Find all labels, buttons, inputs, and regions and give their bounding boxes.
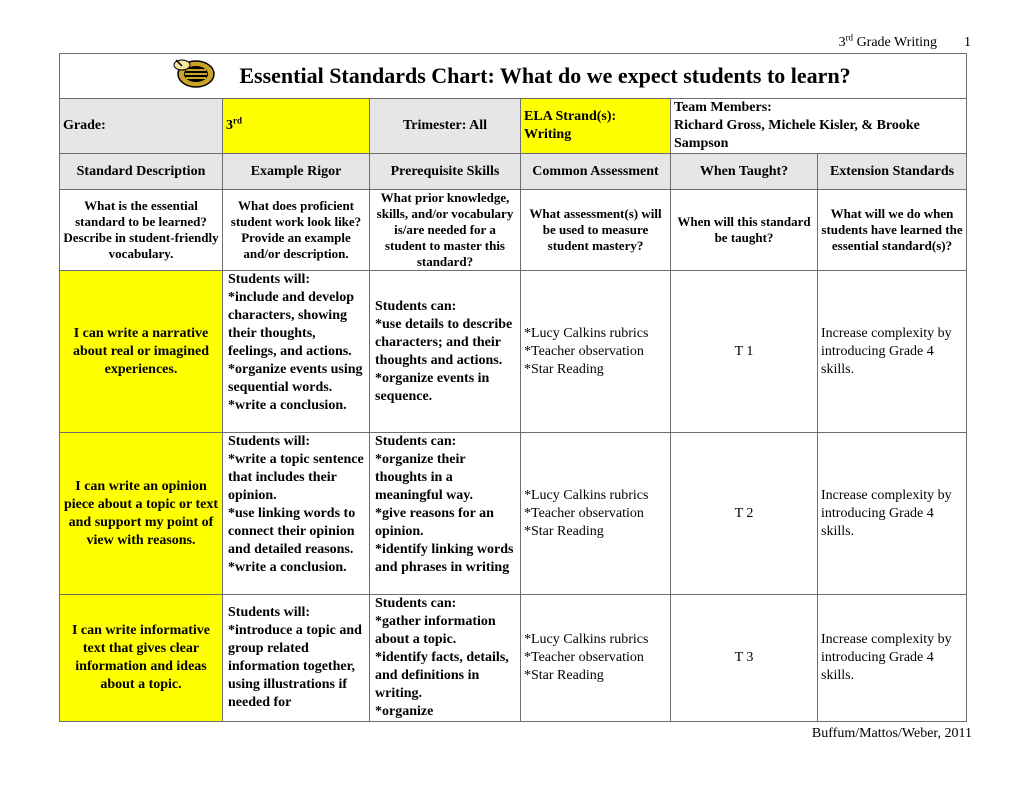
column-description: What is the essential standard to be learned? Describe in student-friendly vocabulary. xyxy=(60,190,223,271)
table-row xyxy=(60,271,967,433)
assessment-cell: *Lucy Calkins rubrics *Teacher observation *Star Reading xyxy=(521,271,671,433)
column-description: What assessment(s) will be used to measure student mastery? xyxy=(521,190,671,271)
page-header xyxy=(0,33,1024,53)
rigor-cell: Students will: *introduce a topic and group related information together, using illustrations if needed for xyxy=(223,595,370,722)
column-description: When will this standard be taught? xyxy=(671,190,818,271)
column-header: Example Rigor xyxy=(223,154,370,190)
column-header: When Taught? xyxy=(671,154,818,190)
table-row xyxy=(60,595,967,722)
bee-mascot-icon xyxy=(172,56,216,90)
ela-strand: ELA Strand(s): Writing xyxy=(521,99,671,154)
grade-value: 3rd xyxy=(223,99,370,154)
prereq-cell: Students can: *organize their thoughts in a meaningful way. *give reasons for an opinion. *identify linking words and phrases in writing xyxy=(370,433,521,595)
column-description: What does proficient student work look like? Provide an example and/or description. xyxy=(223,190,370,271)
when-taught-cell: T 2 xyxy=(671,433,818,595)
team-members: Team Members: Richard Gross, Michele Kisler, & Brooke Sampson xyxy=(671,99,967,154)
extension-cell: Increase complexity by introducing Grade 4 skills. xyxy=(818,271,967,433)
column-description: What prior knowledge, skills, and/or vocabulary is/are needed for a student to master this standard? xyxy=(370,190,521,271)
standard-cell: I can write informative text that gives clear information and ideas about a topic. xyxy=(60,595,223,722)
extension-cell: Increase complexity by introducing Grade 4 skills. xyxy=(818,595,967,722)
rigor-cell: Students will: *write a topic sentence that includes their opinion. *use linking words to connect their opinion and detailed reasons. *write a conclusion. xyxy=(223,433,370,595)
standard-cell: I can write a narrative about real or imagined experiences. xyxy=(60,271,223,433)
page-footer: Buffum/Mattos/Weber, 2011 xyxy=(811,726,972,741)
column-header: Extension Standards xyxy=(818,154,967,190)
column-header: Standard Description xyxy=(60,154,223,190)
assessment-cell: *Lucy Calkins rubrics *Teacher observation *Star Reading xyxy=(521,595,671,722)
chart-title-cell xyxy=(60,54,967,99)
column-description: What will we do when students have learned the essential standard(s)? xyxy=(818,190,967,271)
when-taught-cell: T 3 xyxy=(671,595,818,722)
prereq-cell: Students can: *use details to describe characters; and their thoughts and actions. *organize events in sequence. xyxy=(370,271,521,433)
page-number: 1 xyxy=(964,35,971,50)
table-row xyxy=(60,433,967,595)
header-title: 3rd Grade Writing xyxy=(838,32,937,50)
when-taught-cell: T 1 xyxy=(671,271,818,433)
trimester-label: Trimester: All xyxy=(370,99,521,154)
grade-label: Grade: xyxy=(60,99,223,154)
rigor-cell: Students will: *include and develop characters, showing their thoughts, feelings, and actions. *organize events using sequential words. *write a conclusion. xyxy=(223,271,370,433)
essential-standards-table xyxy=(59,53,967,722)
assessment-cell: *Lucy Calkins rubrics *Teacher observation *Star Reading xyxy=(521,433,671,595)
extension-cell: Increase complexity by introducing Grade 4 skills. xyxy=(818,433,967,595)
column-header: Common Assessment xyxy=(521,154,671,190)
chart-title: Essential Standards Chart: What do we expect students to learn? xyxy=(239,63,851,88)
column-header: Prerequisite Skills xyxy=(370,154,521,190)
prereq-cell: Students can: *gather information about a topic. *identify facts, details, and definitions in writing. *organize xyxy=(370,595,521,722)
standard-cell: I can write an opinion piece about a topic or text and support my point of view with reasons. xyxy=(60,433,223,595)
